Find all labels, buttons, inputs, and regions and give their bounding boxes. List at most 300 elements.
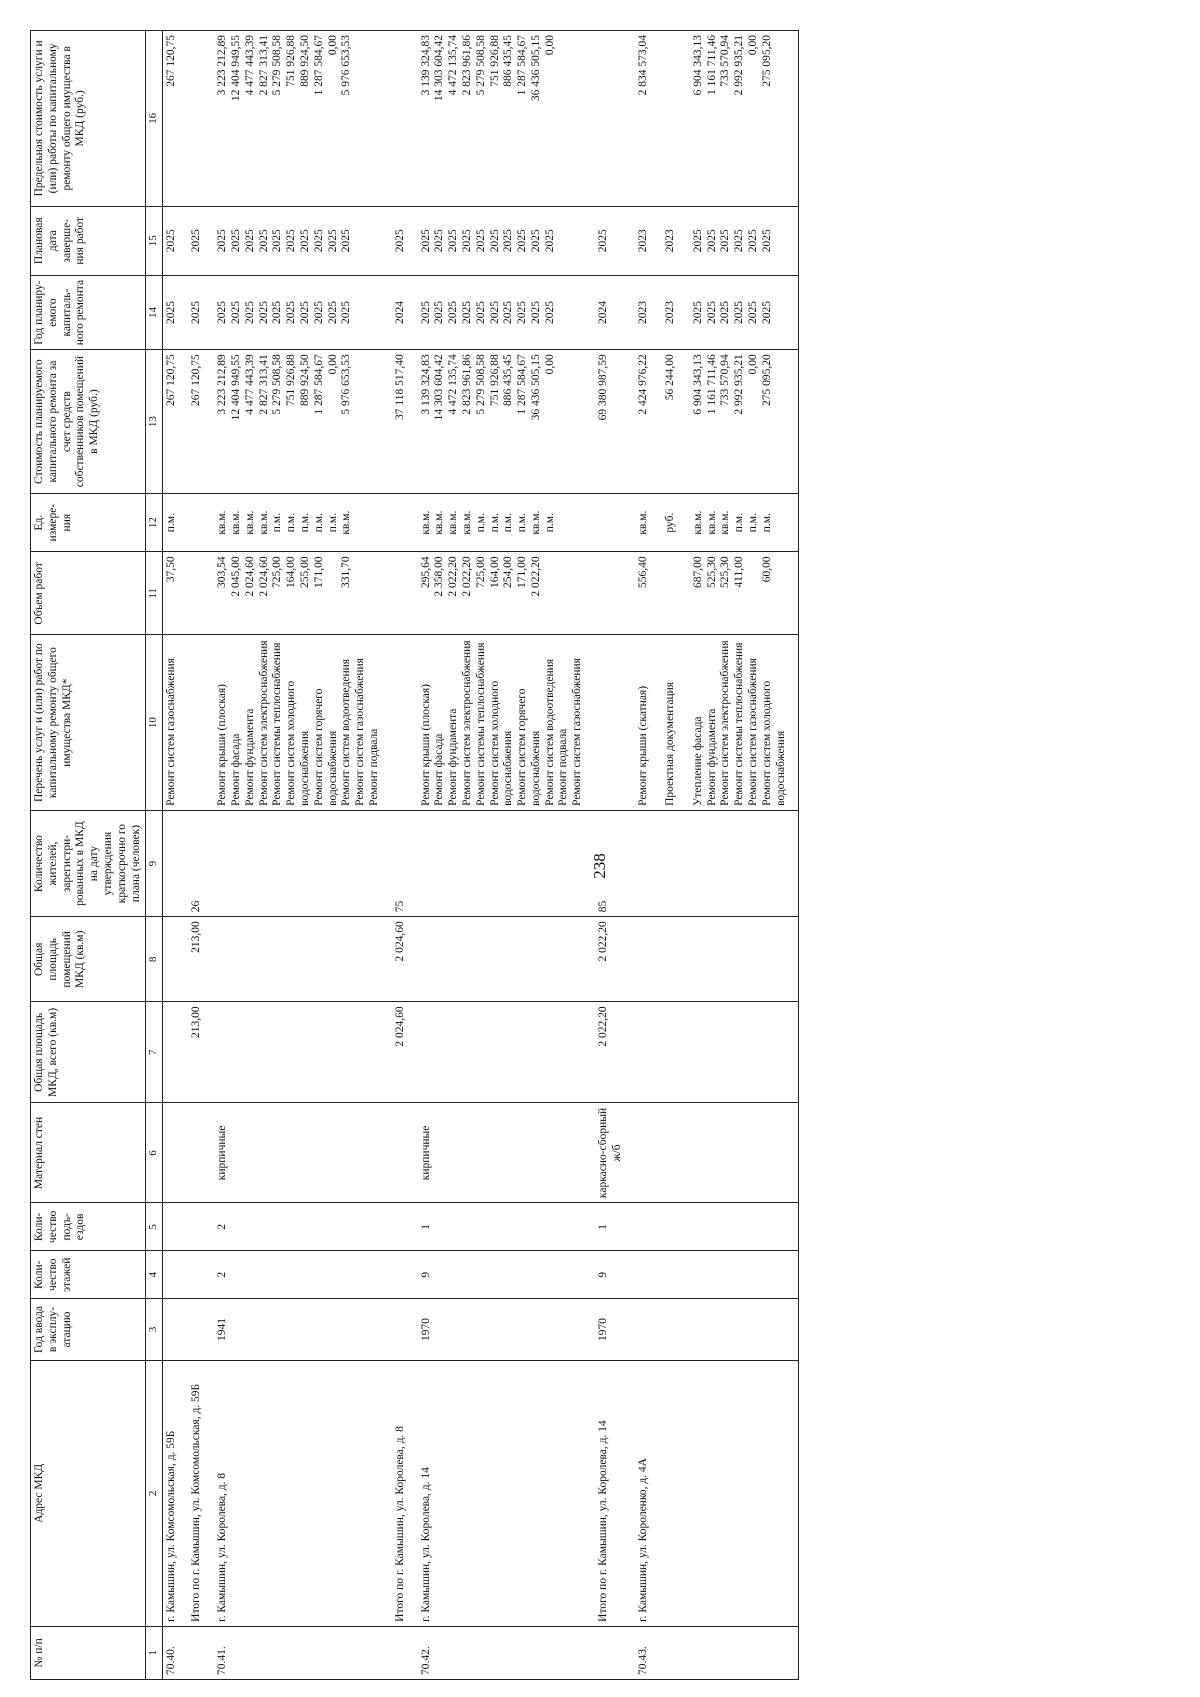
volume-cell <box>214 552 384 635</box>
gap-cell <box>587 493 595 552</box>
cell-line: 12 404 949,55 <box>229 35 242 102</box>
cell-line: Ремонт подвала <box>367 728 380 806</box>
gap-cell <box>587 1002 595 1103</box>
cell-line: 1 287 584,67 <box>516 354 529 415</box>
table-row <box>635 31 791 1680</box>
cell-line: 2 827 313,41 <box>257 35 270 96</box>
gap-cell <box>180 1626 188 1679</box>
cell-line: 751 926,88 <box>285 354 298 407</box>
cell-line: 164,00 <box>488 556 501 589</box>
gap-cell <box>627 1299 635 1361</box>
residents-cell <box>162 810 180 916</box>
gap-cell <box>410 552 418 635</box>
gap-cell <box>627 810 635 916</box>
cell-line: 2025 <box>705 229 718 253</box>
cell-line: 751 926,88 <box>285 35 298 87</box>
gap-cell <box>180 810 188 916</box>
gap-cell <box>206 552 214 635</box>
cell-line <box>678 556 692 630</box>
gap-cell <box>627 1626 635 1679</box>
cell-line: Ремонт системы теплоснабжения <box>271 642 284 806</box>
cell-line: 2025 <box>257 301 270 325</box>
cell-line: 267 120,75 <box>164 354 177 407</box>
cell-line <box>678 498 692 548</box>
cell-line: 2025 <box>460 301 473 325</box>
column-number: 9 <box>146 810 162 916</box>
works-cell <box>595 635 627 811</box>
address-cell: г. Камышин, ул. Комсомольская, д. 59Б <box>162 1360 180 1626</box>
cell-line: 733 570,94 <box>719 35 732 87</box>
gap-cell <box>790 1360 799 1626</box>
volume-cell <box>392 552 410 635</box>
cell-line: п.м. <box>733 513 746 533</box>
column-number: 5 <box>146 1203 162 1251</box>
cell-line: 2025 <box>393 229 406 253</box>
residents-cell <box>635 810 791 916</box>
table-row <box>214 31 384 1680</box>
cell-line: 2 024,60 <box>257 556 270 597</box>
address-cell: г. Камышин, ул. Королева, д. 8 <box>214 1360 384 1626</box>
table-row <box>392 31 410 1680</box>
cell-line: 2025 <box>216 229 229 253</box>
cell-line <box>190 639 204 806</box>
cell-line: 2025 <box>529 229 542 253</box>
cell-line: 2025 <box>447 301 460 325</box>
cell-line: п.м. <box>326 513 339 533</box>
cell-line: 1 287 584,67 <box>516 35 529 96</box>
end-date-cell <box>635 206 791 275</box>
cell-line: кв.м. <box>433 510 446 535</box>
column-header: Коли-чество подъ-ездов <box>31 1203 146 1251</box>
gap-cell <box>627 1251 635 1299</box>
cell-line <box>650 35 664 202</box>
volume-cell <box>418 552 588 635</box>
cell-line: 3 223 212,89 <box>216 354 229 415</box>
cell-line: 2 823 961,86 <box>460 35 473 96</box>
cell-line: 2 823 961,86 <box>460 354 473 415</box>
rotated-table-area <box>30 30 1170 1680</box>
plan-year-cell <box>595 275 627 349</box>
gap-cell <box>587 275 595 349</box>
gap-cell <box>627 1002 635 1103</box>
cell-line: 2025 <box>705 301 718 325</box>
area-premises-cell: 213,00 <box>188 917 206 1002</box>
limit-cell <box>392 31 410 207</box>
cell-line: Ремонт фундамента <box>243 708 256 806</box>
cell-line: 14 303 604,42 <box>433 35 446 102</box>
cell-line: Ремонт подвала <box>557 728 570 806</box>
gap-cell <box>627 31 635 207</box>
cell-line: 2025 <box>298 229 311 253</box>
gap-cell <box>384 1251 392 1299</box>
cell-line: 4 477 443,39 <box>243 354 256 415</box>
cell-line: 0,00 <box>747 354 760 375</box>
cell-line: п.м. <box>760 513 773 533</box>
cell-line: Ремонт фасада <box>229 733 242 806</box>
cell-line: 6 904 343,13 <box>691 35 704 96</box>
cell-line <box>190 35 204 202</box>
gap-cell <box>206 1002 214 1103</box>
gap-cell <box>410 635 418 811</box>
cell-line: кв.м. <box>243 510 256 535</box>
cell-line: 331,70 <box>340 556 353 589</box>
area-total-cell: 2 022,20 <box>595 1002 627 1103</box>
column-header: Предельная стоимость услуги и (или) работы по капитальному ремонту общего имущества в МКД (руб.) <box>31 31 146 207</box>
works-cell <box>188 635 206 811</box>
cost-cell <box>162 350 180 494</box>
cell-line: 12 404 949,55 <box>229 354 242 421</box>
gap-cell <box>790 350 799 494</box>
column-header: Год планиру-емого капиталь-ного ремонта <box>31 275 146 349</box>
cell-line: Утепление фасада <box>691 716 704 806</box>
column-number: 4 <box>146 1251 162 1299</box>
gap-cell <box>587 635 595 811</box>
units-cell <box>595 493 627 552</box>
gap-cell <box>587 31 595 207</box>
cell-line: 2025 <box>719 229 732 253</box>
cell-line <box>650 639 664 806</box>
gap-cell <box>410 275 418 349</box>
plan-year-cell <box>188 275 206 349</box>
row-gap <box>627 31 635 1680</box>
cell-line <box>544 556 558 630</box>
cell-line: 2 424 976,22 <box>636 354 649 415</box>
gap-cell <box>180 1251 188 1299</box>
gap-cell <box>206 206 214 275</box>
cell-line: 889 924,50 <box>298 35 311 87</box>
units-cell <box>635 493 791 552</box>
volume-cell <box>162 552 180 635</box>
gap-cell <box>410 1002 418 1103</box>
cell-line: Ремонт систем газоснабжения <box>747 658 760 806</box>
cell-line: 2025 <box>271 301 284 325</box>
column-header: Ед. измере-ния <box>31 493 146 552</box>
plan-year-cell <box>214 275 384 349</box>
cell-line: п.м. <box>298 513 311 533</box>
gap-cell <box>410 1103 418 1203</box>
material-cell: каркасно-сборный ж/б <box>595 1103 627 1203</box>
cell-line: руб. <box>664 512 677 533</box>
cell-line: Ремонт крыши (плоская) <box>216 684 229 806</box>
cell-line: 0,00 <box>326 35 339 56</box>
cell-line <box>650 556 664 630</box>
cell-line: Ремонт систем газоснабжения <box>354 658 367 806</box>
header-row <box>31 31 146 1680</box>
cell-line <box>650 211 664 271</box>
cell-line: Ремонт фасада <box>433 733 446 806</box>
column-header: Общая площадь помещений МКД (кв.м) <box>31 917 146 1002</box>
gap-cell <box>627 917 635 1002</box>
volume-cell <box>635 552 791 635</box>
gap-cell <box>384 493 392 552</box>
cell-line: кв.м. <box>257 510 270 535</box>
cell-line: 267 120,75 <box>190 354 203 407</box>
gap-cell <box>206 350 214 494</box>
cell-line: 2 834 573,04 <box>636 35 649 96</box>
cell-line: 751 926,88 <box>488 35 501 87</box>
material-cell <box>162 1103 180 1203</box>
column-header: Стоимость планируемого капитального ремонта за счет средств собственников помещений в МКД (руб.) <box>31 350 146 494</box>
cell-line: 3 139 324,83 <box>419 354 432 415</box>
cell-line: кв.м. <box>719 510 732 535</box>
cell-line: 2025 <box>326 229 339 253</box>
cell-line: 2025 <box>733 229 746 253</box>
gap-cell <box>587 1360 595 1626</box>
end-date-cell <box>214 206 384 275</box>
cell-line: 2025 <box>719 301 732 325</box>
gap-cell <box>790 1299 799 1361</box>
cell-line: 36 436 505,15 <box>529 35 542 102</box>
gap-cell <box>790 493 799 552</box>
cell-line: 1 287 584,67 <box>312 354 325 415</box>
cell-line: 5 976 653,53 <box>340 35 353 96</box>
area-total-cell <box>214 1002 384 1103</box>
cell-line: 2 024,60 <box>243 556 256 597</box>
address-cell: г. Камышин, ул. Короленко, д. 4А <box>635 1360 791 1626</box>
cell-line: кв.м. <box>460 510 473 535</box>
volume-cell <box>595 552 627 635</box>
gap-cell <box>206 917 214 1002</box>
column-header: Плановая дата заверше-ния работ <box>31 206 146 275</box>
cell-line: 2025 <box>516 229 529 253</box>
cell-line <box>664 35 678 202</box>
gap-cell <box>384 350 392 494</box>
limit-cell <box>635 31 791 207</box>
area-total-cell <box>635 1002 791 1103</box>
cell-line: 2025 <box>488 301 501 325</box>
gap-cell <box>384 917 392 1002</box>
units-cell <box>392 493 410 552</box>
column-header: Общая площадь МКД, всего (кв.м) <box>31 1002 146 1103</box>
cell-line: 60,00 <box>760 556 773 583</box>
gap-cell <box>587 1299 595 1361</box>
cell-line: 2025 <box>312 229 325 253</box>
cell-line: Ремонт систем водоотведения <box>340 658 353 806</box>
row-number: 70.40. <box>162 1626 180 1679</box>
cell-line: 2 992 935,21 <box>733 35 746 96</box>
column-header: № п/п <box>31 1626 146 1679</box>
gap-cell <box>410 1251 418 1299</box>
floors-cell <box>635 1251 791 1299</box>
gap-cell <box>790 275 799 349</box>
column-number: 10 <box>146 635 162 811</box>
cell-line: 2025 <box>229 229 242 253</box>
area-premises-cell <box>635 917 791 1002</box>
gap-cell <box>206 635 214 811</box>
entrances-cell <box>162 1203 180 1251</box>
gap-cell <box>180 206 188 275</box>
floors-cell <box>188 1251 206 1299</box>
column-number: 13 <box>146 350 162 494</box>
cell-line: 725,00 <box>271 556 284 589</box>
gap-cell <box>790 1626 799 1679</box>
limit-cell <box>214 31 384 207</box>
end-date-cell <box>392 206 410 275</box>
entrances-cell: 2 <box>214 1203 384 1251</box>
cell-line: 56 244,00 <box>664 354 677 401</box>
cell-line: п.м. <box>747 513 760 533</box>
column-number: 15 <box>146 206 162 275</box>
works-cell <box>214 635 384 811</box>
cell-line: Ремонт крыши (плоская) <box>419 684 432 806</box>
gap-cell <box>180 917 188 1002</box>
gap-cell <box>384 31 392 207</box>
cell-line: 4 477 443,39 <box>243 35 256 96</box>
cell-line <box>394 639 408 806</box>
cell-line: 3 223 212,89 <box>216 35 229 96</box>
cell-line: 2025 <box>433 301 446 325</box>
cell-line: 2025 <box>502 229 515 253</box>
cell-line: 2 358,00 <box>433 556 446 597</box>
cell-line: 1 287 584,67 <box>312 35 325 96</box>
table-row <box>418 31 588 1680</box>
gap-cell <box>627 1360 635 1626</box>
cell-line: 2025 <box>164 229 177 253</box>
gap-cell <box>206 1360 214 1626</box>
gap-cell <box>384 1299 392 1361</box>
cell-line: Ремонт фундамента <box>705 708 718 806</box>
cell-line <box>394 498 408 548</box>
cell-line: 2024 <box>597 301 610 325</box>
cell-line: 2025 <box>271 229 284 253</box>
cell-line: кв.м. <box>419 510 432 535</box>
gap-cell <box>384 1203 392 1251</box>
cell-line: 2025 <box>502 301 515 325</box>
cell-line: 687,00 <box>691 556 704 589</box>
column-header: Год ввода в эксплу-атацию <box>31 1299 146 1361</box>
column-header: Адрес МКД <box>31 1360 146 1626</box>
gap-cell <box>587 552 595 635</box>
cell-line: 275 095,20 <box>760 354 773 407</box>
cell-line: 255,00 <box>298 556 311 589</box>
cell-line: 751 926,88 <box>488 354 501 407</box>
column-number: 14 <box>146 275 162 349</box>
repair-plan-table <box>30 30 799 1680</box>
gap-cell <box>384 1360 392 1626</box>
gap-cell <box>206 493 214 552</box>
cell-line: 2025 <box>243 301 256 325</box>
gap-cell <box>206 275 214 349</box>
gap-cell <box>627 206 635 275</box>
cell-line: п.м. <box>164 513 177 533</box>
cell-line: 2025 <box>285 301 298 325</box>
gap-cell <box>587 1251 595 1299</box>
cell-line: 2025 <box>340 301 353 325</box>
end-date-cell <box>188 206 206 275</box>
floors-cell: 2 <box>214 1251 384 1299</box>
material-cell <box>635 1103 791 1203</box>
cell-line: 5 279 508,58 <box>474 35 487 96</box>
cell-line: 886 435,45 <box>502 35 515 87</box>
cell-line: 2 045,00 <box>229 556 242 597</box>
cell-line <box>678 35 692 202</box>
gap-cell <box>587 1626 595 1679</box>
cell-line: 733 570,94 <box>719 354 732 407</box>
units-cell <box>162 493 180 552</box>
residents-cell: 26 <box>188 810 206 916</box>
material-cell <box>392 1103 410 1203</box>
address-cell: Итого по г. Камышин, ул. Королева, д. 14 <box>595 1360 627 1626</box>
cell-line: 2025 <box>474 229 487 253</box>
cell-line <box>190 498 204 548</box>
gap-cell <box>180 1103 188 1203</box>
gap-cell <box>790 206 799 275</box>
cell-line: 2025 <box>760 229 773 253</box>
cell-line: 2025 <box>340 229 353 253</box>
gap-cell <box>790 1103 799 1203</box>
cell-line: Ремонт системы теплоснабжения <box>474 642 487 806</box>
gap-cell <box>180 635 188 811</box>
cell-line: 275 095,20 <box>760 35 773 87</box>
cell-line: 2025 <box>243 229 256 253</box>
cell-line: 2025 <box>760 301 773 325</box>
gap-cell <box>627 493 635 552</box>
gap-cell <box>384 1002 392 1103</box>
floors-cell <box>392 1251 410 1299</box>
material-cell: кирпичные <box>214 1103 384 1203</box>
gap-cell <box>410 31 418 207</box>
column-header: Перечень услуг и (или) работ по капитальному ремонту общего имущества МКД* <box>31 635 146 811</box>
row-number <box>392 1626 410 1679</box>
cell-line: 171,00 <box>516 556 529 589</box>
cell-line: 2025 <box>691 301 704 325</box>
gap-cell <box>587 810 595 916</box>
works-cell <box>162 635 180 811</box>
gap-cell <box>410 917 418 1002</box>
cell-line: 2024 <box>393 301 406 325</box>
entrances-cell: 1 <box>595 1203 627 1251</box>
cell-line: 164,00 <box>285 556 298 589</box>
cell-line: Ремонт систем холодного водоснабжения <box>760 680 787 806</box>
cell-line <box>650 498 664 548</box>
cell-line: 2025 <box>488 229 501 253</box>
row-gap <box>410 31 418 1680</box>
cell-line: п.м. <box>474 513 487 533</box>
gap-cell <box>180 493 188 552</box>
gap-cell <box>587 1103 595 1203</box>
cell-line: 886 435,45 <box>502 354 515 407</box>
row-gap <box>206 31 214 1680</box>
gap-cell <box>410 1299 418 1361</box>
cell-line: Ремонт систем горячего водоснабжения <box>516 688 542 806</box>
gap-cell <box>384 635 392 811</box>
cell-line: п.м. <box>502 513 515 533</box>
cell-line: 1 161 711,46 <box>705 354 718 415</box>
cell-line: 725,00 <box>474 556 487 589</box>
cell-line <box>747 556 761 630</box>
cell-line: Ремонт систем газоснабжения <box>164 658 177 806</box>
gap-cell <box>206 1251 214 1299</box>
gap-cell <box>206 1299 214 1361</box>
cell-line: кв.м. <box>691 510 704 535</box>
gap-cell <box>180 275 188 349</box>
plan-year-cell <box>392 275 410 349</box>
cell-line: 171,00 <box>312 556 325 589</box>
gap-cell <box>627 552 635 635</box>
cell-line: 2025 <box>433 229 446 253</box>
cost-cell <box>188 350 206 494</box>
cell-line: Ремонт систем горячего водоснабжения <box>312 688 339 806</box>
row-gap <box>384 31 392 1680</box>
column-number: 1 <box>146 1626 162 1679</box>
cell-line: 2025 <box>312 301 325 325</box>
volume-cell <box>188 552 206 635</box>
gap-cell <box>410 350 418 494</box>
cell-line: 6 904 343,13 <box>691 354 704 415</box>
cell-line: кв.м. <box>216 510 229 535</box>
gap-cell <box>410 1203 418 1251</box>
gap-cell <box>180 1299 188 1361</box>
